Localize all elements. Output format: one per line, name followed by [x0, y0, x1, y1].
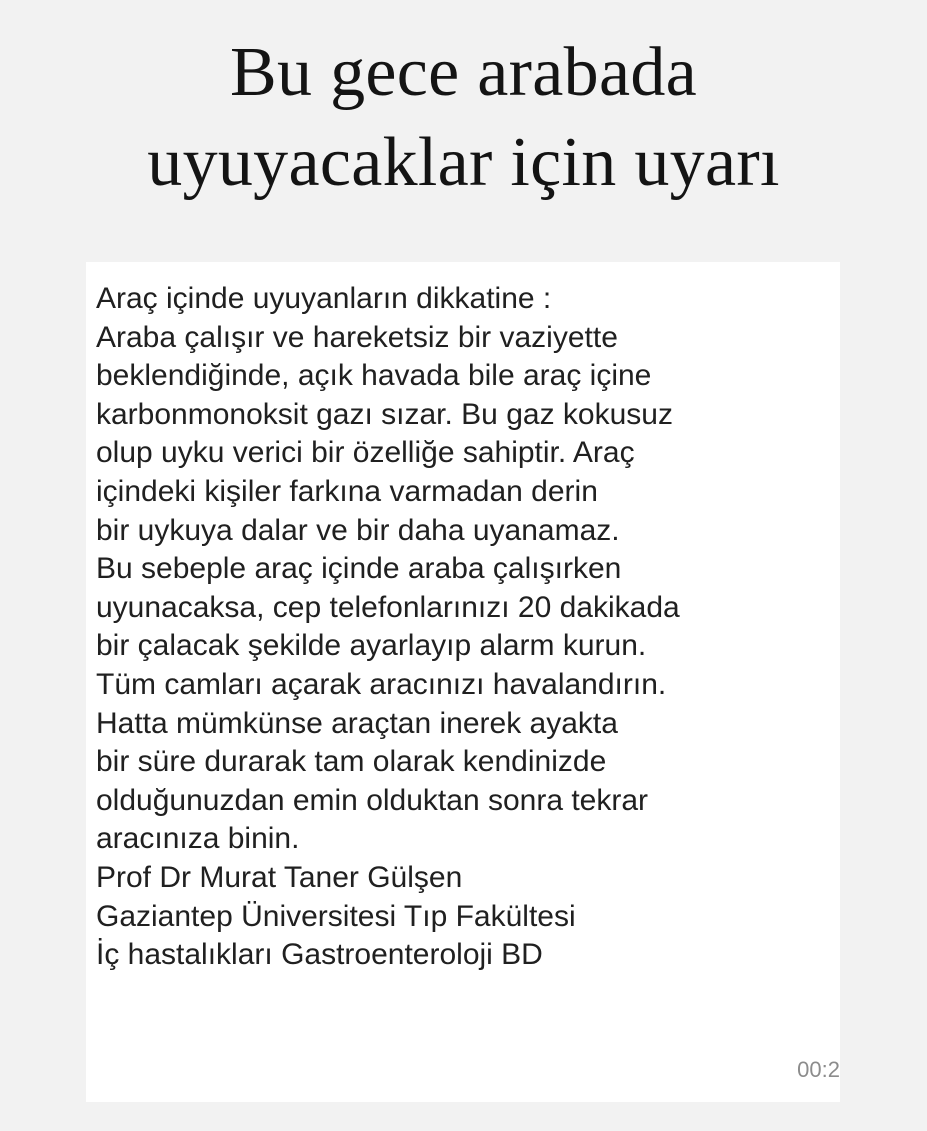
- message-line: beklendiğinde, açık havada bile araç içine: [96, 359, 652, 393]
- title-line: uyuyacaklar için uyarı: [147, 124, 780, 201]
- signature-name: Prof Dr Murat Taner Gülşen: [96, 860, 463, 894]
- message-text: [96, 280, 680, 975]
- signature-institution: Gaziantep Üniversitesi Tıp Fakültesi: [96, 899, 576, 933]
- message-timestamp: 00:2: [797, 1057, 840, 1082]
- message-line: bir süre durarak tam olarak kendinizde: [96, 745, 607, 779]
- message-bubble: [86, 262, 840, 1102]
- message-line: Araba çalışır ve hareketsiz bir vaziyette: [96, 320, 618, 354]
- message-line: bir uykuya dalar ve bir daha uyanamaz.: [96, 513, 620, 547]
- page-title: [0, 28, 927, 208]
- message-line: Araç içinde uyuyanların dikkatine :: [96, 282, 552, 315]
- message-line: aracınıza binin.: [96, 822, 300, 856]
- message-line: olduğunuzdan emin olduktan sonra tekrar: [96, 783, 649, 817]
- message-line: içindeki kişiler farkına varmadan derin: [96, 474, 598, 508]
- message-line: olup uyku verici bir özelliğe sahiptir. Araç: [96, 436, 635, 470]
- message-line: uyunacaksa, cep telefonlarınızı 20 dakikada: [96, 590, 680, 624]
- title-line: Bu gece arabada: [230, 34, 697, 111]
- message-line: Bu sebeple araç içinde araba çalışırken: [96, 552, 622, 586]
- message-line: Tüm camları açarak aracınızı havalandırın.: [96, 667, 667, 701]
- message-line: bir çalacak şekilde ayarlayıp alarm kurun.: [96, 629, 647, 663]
- message-line: karbonmonoksit gazı sızar. Bu gaz kokusuz: [96, 397, 673, 431]
- signature-department: İç hastalıkları Gastroenteroloji BD: [96, 938, 543, 972]
- message-line: Hatta mümkünse araçtan inerek ayakta: [96, 706, 618, 740]
